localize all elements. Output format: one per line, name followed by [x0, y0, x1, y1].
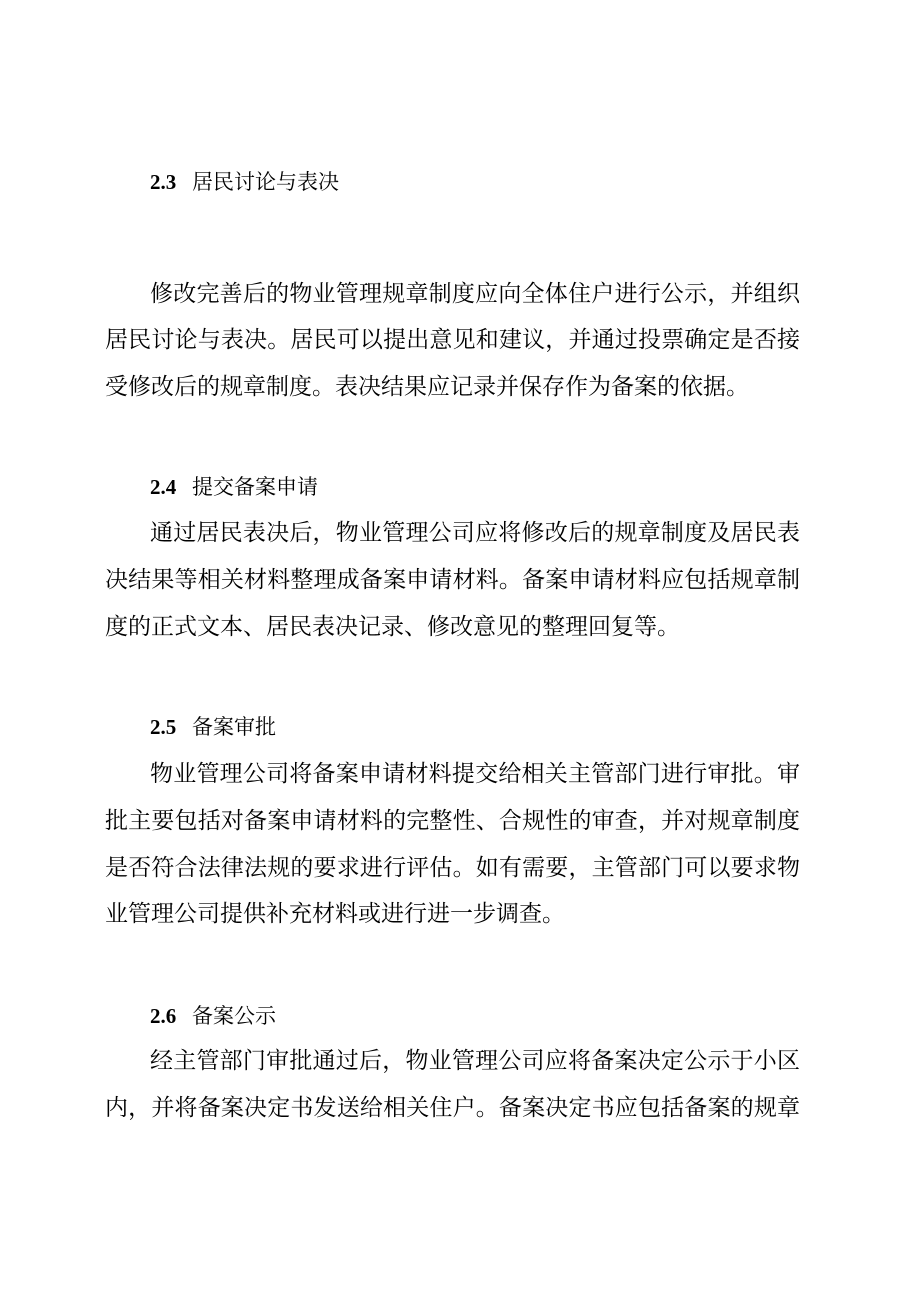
paragraph-line: 批主要包括对备案申请材料的完整性、合规性的审查，并对规章制度 — [105, 808, 800, 834]
paragraph-line: 修改完善后的物业管理规章制度应向全体住户进行公示，并组织 — [150, 281, 800, 307]
section-heading-2-6 — [150, 1000, 276, 1032]
section-number: 2.4 — [150, 475, 177, 499]
paragraph-line: 决结果等相关材料整理成备案申请材料。备案申请材料应包括规章制 — [105, 567, 800, 593]
section-heading-2-3 — [150, 166, 339, 198]
paragraph-line: 是否符合法律法规的要求进行评估。如有需要，主管部门可以要求物 — [105, 855, 800, 881]
paragraph-line: 度的正式文本、居民表决记录、修改意见的整理回复等。 — [105, 614, 680, 640]
paragraph-line: 居民讨论与表决。居民可以提出意见和建议，并通过投票确定是否接 — [105, 327, 800, 353]
section-number: 2.5 — [150, 715, 177, 739]
paragraph-line: 受修改后的规章制度。表决结果应记录并保存作为备案的依据。 — [105, 374, 749, 400]
section-number: 2.3 — [150, 170, 177, 194]
paragraph-line: 业管理公司提供补充材料或进行进一步调查。 — [105, 901, 565, 927]
section-number: 2.6 — [150, 1004, 177, 1028]
paragraph-line: 内，并将备案决定书发送给相关住户。备案决定书应包括备案的规章 — [105, 1095, 800, 1121]
section-heading-2-4 — [150, 471, 318, 503]
paragraph-line: 经主管部门审批通过后，物业管理公司应将备案决定公示于小区 — [150, 1048, 800, 1074]
section-title: 备案公示 — [192, 1004, 276, 1028]
section-heading-2-5 — [150, 711, 276, 743]
section-title: 提交备案申请 — [192, 475, 318, 499]
paragraph-line: 通过居民表决后，物业管理公司应将修改后的规章制度及居民表 — [150, 520, 800, 546]
paragraph-line: 物业管理公司将备案申请材料提交给相关主管部门进行审批。审 — [150, 761, 800, 787]
section-title: 居民讨论与表决 — [192, 170, 339, 194]
section-title: 备案审批 — [192, 715, 276, 739]
